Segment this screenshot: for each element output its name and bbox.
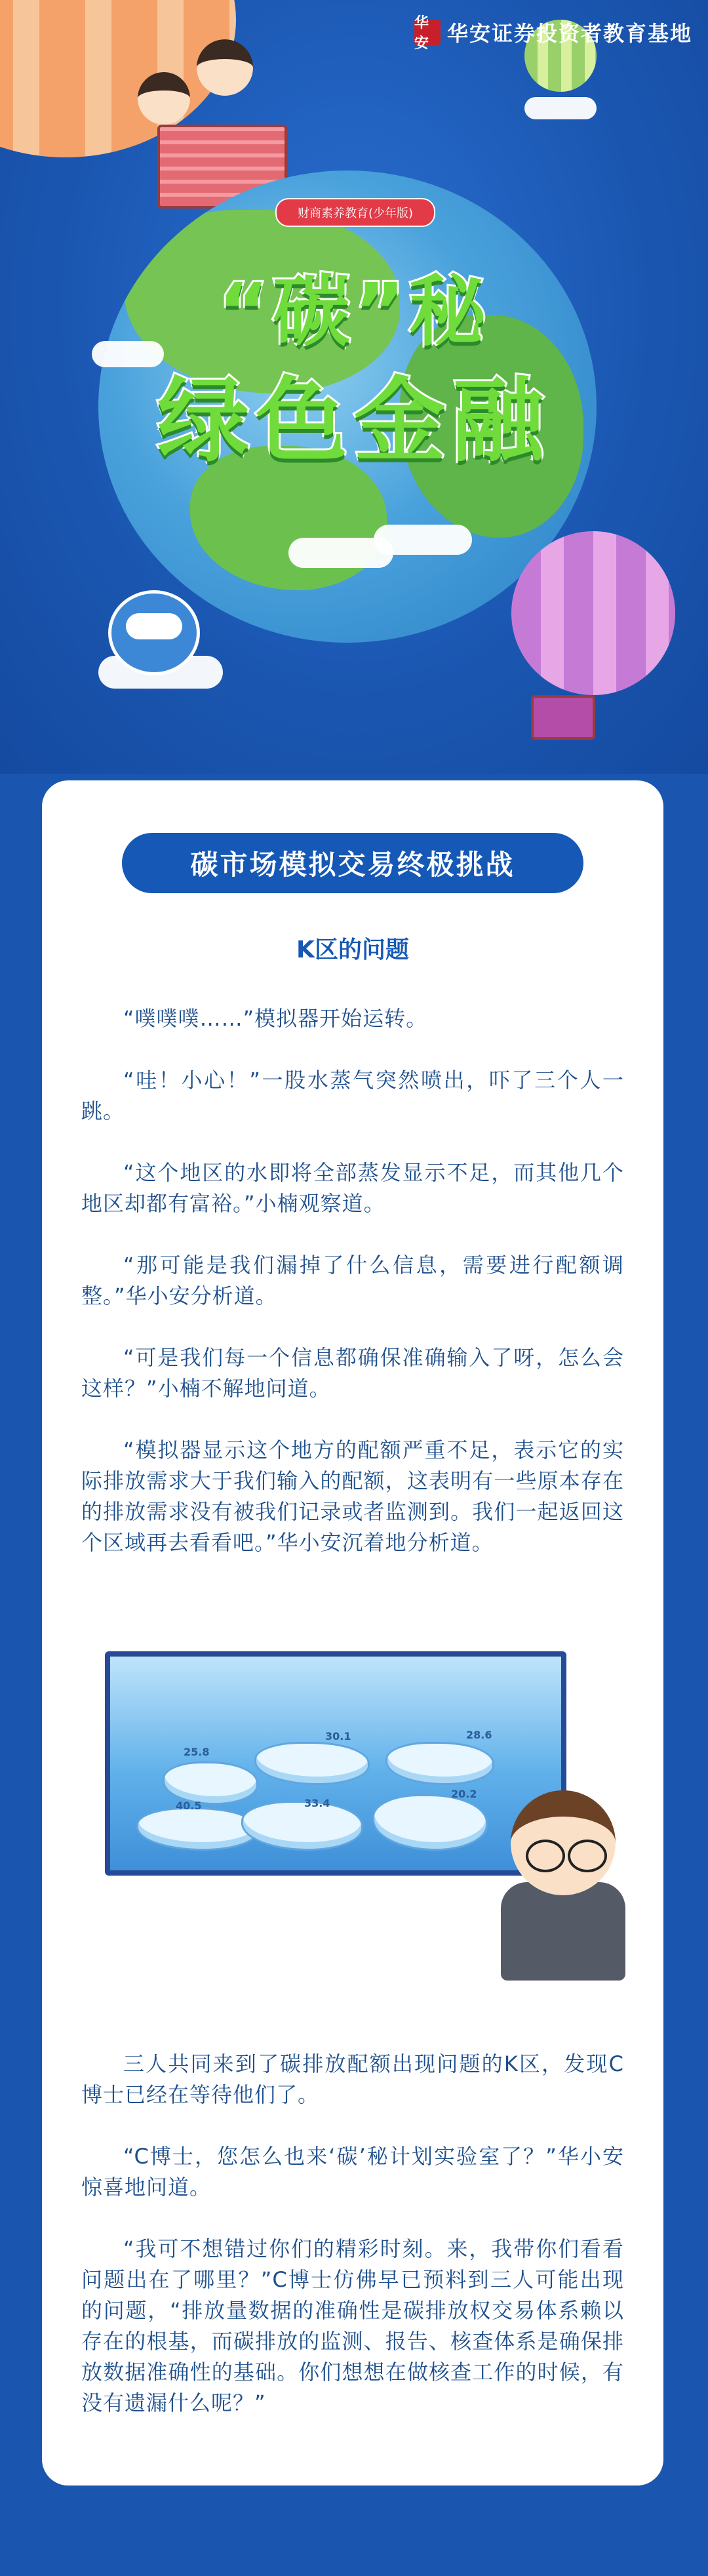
- story-paragraph: “这个地区的水即将全部蒸发显示不足，而其他几个地区却都有富裕。”小楠观察道。: [81, 1160, 624, 1216]
- region-value: 20.2: [451, 1788, 477, 1800]
- story-paragraph: “哇！小心！”一股水蒸气突然喷出，吓了三个人一跳。: [81, 1068, 624, 1123]
- main-title-line2: 绿色金融: [157, 368, 551, 475]
- hero-banner: [0, 0, 708, 774]
- chapter-subtitle: K区的问题: [296, 936, 409, 963]
- ice-platform: [385, 1742, 494, 1785]
- main-title-line1: “碳”秘: [218, 266, 490, 357]
- story-paragraph: 三人共同来到了碳排放配额出现问题的K区，发现C博士已经在等待他们了。: [81, 2051, 624, 2107]
- story-paragraph: “可是我们每一个信息都确保准确输入了呀，怎么会这样？”小楠不解地问道。: [81, 1345, 624, 1401]
- boy-character: [138, 72, 190, 125]
- section-title-pill: 碳市场模拟交易终极挑战: [122, 833, 583, 893]
- region-value: 28.6: [466, 1729, 492, 1741]
- balloon-basket-right: [531, 695, 595, 740]
- story-paragraph: “那可能是我们漏掉了什么信息，需要进行配额调整。”华小安分析道。: [81, 1253, 624, 1308]
- cloud: [524, 97, 597, 119]
- story-paragraph: “C博士，您怎么也来‘碳’秘计划实验室了？”华小安惊喜地问道。: [81, 2144, 624, 2200]
- doctor-suit: [501, 1882, 625, 1981]
- region-value: 30.1: [325, 1730, 351, 1742]
- brand-logo: 华安: [414, 19, 441, 45]
- story-paragraph: “噗噗噗……”模拟器开始运转。: [123, 1006, 428, 1031]
- ice-platform: [136, 1807, 258, 1851]
- region-value: 25.8: [184, 1746, 210, 1758]
- story-card: [42, 780, 663, 2485]
- girl-character: [197, 39, 253, 96]
- region-value: 33.4: [304, 1797, 330, 1809]
- doctor-c-character: [488, 1764, 639, 1981]
- glasses-icon: [568, 1840, 607, 1872]
- cloud: [374, 525, 472, 555]
- ice-platform: [241, 1801, 363, 1851]
- story-paragraph: “模拟器显示这个地方的配额严重不足，表示它的实际排放需求大于我们输入的配额，这表明有一些原本存在的排放需求没有被我们记录或者监测到。我们一起返回这个区域再去看看吧。”华小安沉着地分析道。: [81, 1438, 624, 1555]
- course-badge: 财商素养教育(少年版): [275, 198, 435, 227]
- robot-mascot: [108, 590, 200, 675]
- ice-platform: [163, 1761, 258, 1805]
- glasses-icon: [526, 1840, 565, 1872]
- ice-platform: [372, 1794, 488, 1851]
- brand-name: 华安证券投资者教育基地: [446, 21, 692, 46]
- story-paragraph: “我可不想错过你们的精彩时刻。来，我带你们看看问题出在了哪里？”C博士仿佛早已预料到三人可能出现的问题，“排放量数据的准确性是碳排放权交易体系赖以存在的根基，而碳排放的监测、报告、核查体系是确保排放数据准确性的基础。你们想想在做核查工作的时候，有没有遗漏什么呢？”: [81, 2236, 624, 2415]
- region-value: 40.5: [176, 1800, 202, 1812]
- ice-platform: [254, 1742, 370, 1785]
- brand-header: [414, 15, 692, 52]
- hot-air-balloon-right: [511, 531, 675, 695]
